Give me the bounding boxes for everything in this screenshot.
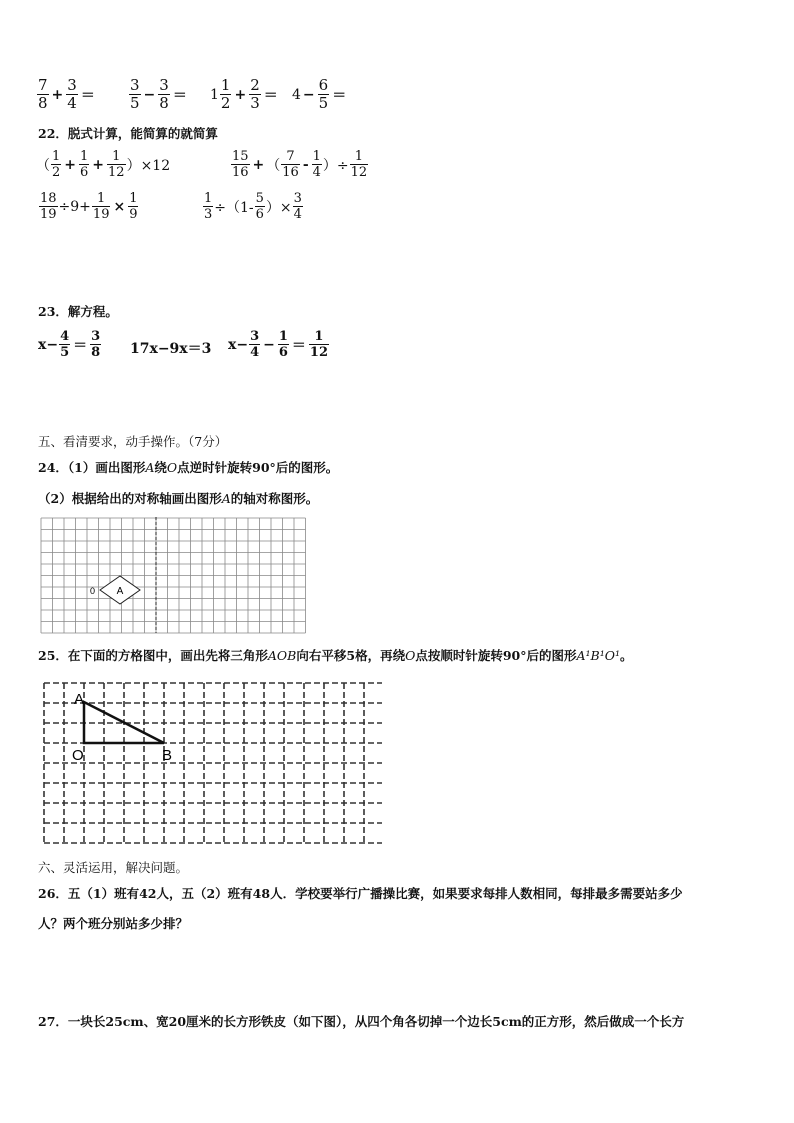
fraction xyxy=(231,150,250,179)
denominator: 5 xyxy=(130,94,140,112)
operator: ＝ xyxy=(80,87,95,104)
operator: ＝ xyxy=(332,87,347,104)
expr-text: 17x−9x＝3 xyxy=(130,341,212,357)
q25-question: 25．在下面的方格图中，画出先将三角形AOB向右平移5格，再绕O点按顺时针旋转90°后的图形A¹B¹O¹。 xyxy=(38,648,633,663)
denominator: 3 xyxy=(204,207,213,222)
operator: ＝ xyxy=(73,337,88,354)
denominator: 6 xyxy=(80,165,89,180)
operator: − xyxy=(263,336,275,353)
denominator: 4 xyxy=(293,207,302,222)
fraction xyxy=(255,192,265,221)
q23-equation-3 xyxy=(228,330,330,359)
denominator: 16 xyxy=(282,165,299,180)
fraction xyxy=(203,192,213,221)
operator: − xyxy=(143,86,156,103)
point-o-label: O xyxy=(72,747,84,764)
denominator: 12 xyxy=(108,165,125,180)
fraction xyxy=(107,150,126,179)
calc-row-21-item-2 xyxy=(128,78,189,111)
fraction xyxy=(37,78,49,111)
numerator: 7 xyxy=(286,149,295,164)
expr-text: ）×12 xyxy=(126,157,171,174)
fraction xyxy=(220,78,232,111)
denominator: 4 xyxy=(67,94,77,112)
numerator: 5 xyxy=(255,191,264,206)
denominator: 4 xyxy=(312,165,321,180)
calc-row-21-item-1 xyxy=(36,78,97,111)
denominator: 19 xyxy=(92,207,110,222)
denominator: 19 xyxy=(40,207,57,222)
fraction xyxy=(128,192,138,221)
numerator: 1 xyxy=(129,191,138,206)
q25-grid xyxy=(40,680,382,846)
q23-equation-1 xyxy=(38,330,102,359)
operator: ＝ xyxy=(263,87,278,104)
q27-line-1: 27．一块长25cm、宽20厘米的长方形铁皮（如下图），从四个角各切掉一个边长5cm的正方形，然后做成一个长方 xyxy=(38,1014,685,1029)
numerator: 7 xyxy=(38,76,48,94)
fraction xyxy=(281,150,300,179)
numerator: 18 xyxy=(40,191,57,206)
fraction xyxy=(318,78,330,111)
denominator: 4 xyxy=(250,345,260,360)
q26-line-2: 人？两个班分别站多少排？ xyxy=(38,916,189,931)
numerator: 1 xyxy=(354,149,364,164)
numerator: 4 xyxy=(60,329,70,344)
fraction xyxy=(312,150,322,179)
denominator: 6 xyxy=(278,345,288,360)
denominator: 5 xyxy=(318,94,329,112)
point-a-label: A xyxy=(74,691,85,708)
fraction xyxy=(249,330,260,359)
denominator: 5 xyxy=(60,345,70,360)
operator: + xyxy=(234,86,247,103)
q23-title: 23．解方程。 xyxy=(38,304,118,319)
fraction xyxy=(249,78,261,111)
expr-text: 1 xyxy=(210,86,219,103)
calc-row-21-item-3 xyxy=(210,78,280,111)
operator: − xyxy=(302,86,315,103)
operator: + xyxy=(51,86,64,103)
fraction xyxy=(129,78,141,111)
expr-text: ）× xyxy=(265,199,292,216)
fraction xyxy=(59,330,70,359)
numerator: 3 xyxy=(67,76,77,94)
fraction xyxy=(158,78,170,111)
operator: ＝ xyxy=(291,337,306,354)
expr-text: x− xyxy=(38,336,59,353)
numerator: 3 xyxy=(250,329,260,344)
q24-part-1: 24．（1）画出图形A绕O点逆时针旋转90°后的图形。 xyxy=(38,460,339,475)
fraction xyxy=(350,150,369,179)
q22-expr-3 xyxy=(38,192,139,221)
numerator: 1 xyxy=(97,191,106,206)
expr-text: （ xyxy=(36,157,50,174)
shape-a-label: A xyxy=(116,586,124,597)
numerator: 1 xyxy=(220,76,231,94)
section-6-heading: 六、灵活运用，解决问题。 xyxy=(38,860,189,875)
denominator: 2 xyxy=(220,94,231,112)
numerator: 3 xyxy=(159,76,169,94)
q22-expr-1 xyxy=(36,150,170,179)
expr-text: ）÷ xyxy=(322,157,349,174)
denominator: 8 xyxy=(91,345,101,360)
q22-title: 22．脱式计算，能简算的就简算 xyxy=(38,126,218,141)
numerator: 6 xyxy=(318,76,329,94)
q22-expr-4 xyxy=(202,192,304,221)
numerator: 3 xyxy=(130,76,140,94)
numerator: 3 xyxy=(91,329,101,344)
point-b-label: B xyxy=(162,747,173,764)
q24-grid xyxy=(40,517,314,634)
numerator: 2 xyxy=(250,76,260,94)
denominator: 12 xyxy=(309,345,328,360)
expr-text: （ xyxy=(266,157,281,174)
numerator: 1 xyxy=(112,149,121,164)
numerator: 1 xyxy=(312,149,321,164)
fraction xyxy=(309,330,329,359)
denominator: 6 xyxy=(255,207,264,222)
fraction xyxy=(51,150,61,179)
section-5-heading: 五、看清要求，动手操作。（7分） xyxy=(38,434,228,449)
operator: ＝ xyxy=(172,87,187,104)
point-o-label: 0 xyxy=(90,586,96,596)
q24-part-2: （2）根据给出的对称轴画出图形A的轴对称图形。 xyxy=(38,491,319,506)
expr-text: ÷9+ xyxy=(58,198,91,215)
operator: × xyxy=(113,198,126,215)
denominator: 16 xyxy=(232,165,249,180)
fraction xyxy=(79,150,89,179)
expr-text: x− xyxy=(228,336,249,353)
calc-row-21-item-4 xyxy=(292,78,348,111)
q22-expr-2 xyxy=(230,150,369,179)
denominator: 2 xyxy=(52,165,61,180)
fraction xyxy=(278,330,289,359)
expr-text: 4 xyxy=(292,86,301,103)
numerator: 1 xyxy=(80,149,89,164)
expr-text: ÷（1- xyxy=(214,199,254,216)
denominator: 8 xyxy=(38,94,48,112)
denominator: 9 xyxy=(129,207,138,222)
fraction xyxy=(39,192,58,221)
fraction xyxy=(90,330,101,359)
numerator: 1 xyxy=(52,149,61,164)
denominator: 8 xyxy=(159,94,169,112)
numerator: 1 xyxy=(278,329,288,344)
numerator: 1 xyxy=(204,191,213,206)
operator: + xyxy=(252,156,265,173)
numerator: 15 xyxy=(232,149,249,164)
operator: + xyxy=(92,156,105,173)
fraction xyxy=(293,192,303,221)
q26-line-1: 26．五（1）班有42人，五（2）班有48人．学校要举行广播操比赛，如果要求每排人数相同，每排最多需要站多少 xyxy=(38,886,683,901)
q23-equation-2 xyxy=(130,338,211,358)
fraction xyxy=(92,192,111,221)
denominator: 3 xyxy=(250,94,260,112)
denominator: 12 xyxy=(350,165,368,180)
operator: + xyxy=(64,156,77,173)
numerator: 1 xyxy=(314,329,324,344)
operator: - xyxy=(302,156,309,173)
numerator: 3 xyxy=(293,191,302,206)
fraction xyxy=(66,78,78,111)
